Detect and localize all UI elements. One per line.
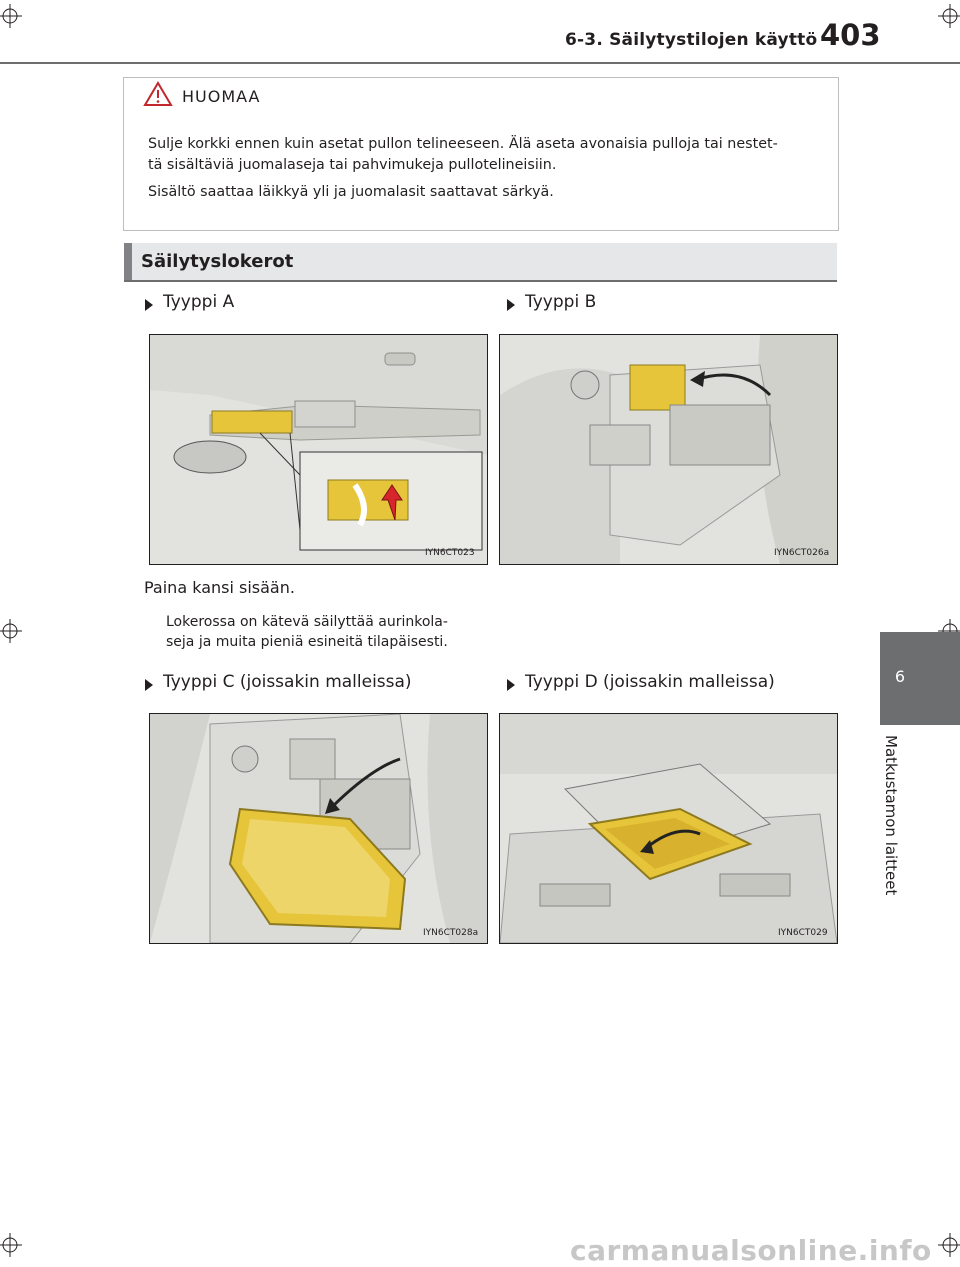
caution-line-1: Sulje korkki ennen kuin asetat pullon telineeseen. Älä aseta avonaisia pulloja tai nestet- (148, 136, 778, 152)
type-a-note-line-1: Lokerossa on kätevä säilyttää aurinkola- (166, 614, 448, 630)
figure-code-d: IYN6CT029 (778, 928, 828, 938)
type-c-label: Tyyppi C (joissakin malleissa) (163, 672, 412, 692)
figure-code-c: IYN6CT028a (423, 928, 479, 938)
type-a-note-line-2: seja ja muita pieniä esineitä tilapäisesti. (166, 634, 448, 650)
bullet-triangle-icon (145, 679, 153, 691)
section-heading-accent (124, 243, 132, 280)
type-d-label: Tyyppi D (joissakin malleissa) (525, 672, 775, 692)
figure-type-d (499, 713, 838, 944)
illustration-center-console-c (150, 714, 487, 943)
figure-type-a (149, 334, 488, 565)
section-heading-rule (124, 280, 837, 282)
section-header-title: 6-3. Säilytystilojen käyttö (565, 30, 818, 50)
watermark: carmanualsonline.info (570, 1234, 932, 1267)
type-a-instruction: Paina kansi sisään. (144, 578, 295, 597)
chapter-label: Matkustamon laitteet (882, 735, 900, 896)
illustration-center-console-b (500, 335, 837, 564)
bullet-triangle-icon (507, 299, 515, 311)
figure-code-b: IYN6CT026a (774, 548, 830, 558)
warning-triangle-icon (143, 81, 173, 107)
figure-type-c (149, 713, 488, 944)
illustration-overhead-console (150, 335, 487, 564)
figure-type-b (499, 334, 838, 565)
caution-title: HUOMAA (182, 87, 261, 106)
caution-line-2: tä sisältäviä juomalaseja tai pahvimukeja pullotelineisiin. (148, 157, 557, 173)
bullet-triangle-icon (507, 679, 515, 691)
type-a-label: Tyyppi A (163, 292, 235, 312)
illustration-dashboard-d (500, 714, 837, 943)
page-number: 403 (820, 18, 881, 52)
chapter-number: 6 (894, 667, 906, 686)
header-rule (0, 62, 960, 64)
section-heading: Säilytyslokerot (141, 251, 294, 272)
caution-line-3: Sisältö saattaa läikkyä yli ja juomalasit saattavat särkyä. (148, 184, 554, 200)
type-b-label: Tyyppi B (525, 292, 597, 312)
figure-code-a: IYN6CT023 (425, 548, 475, 558)
bullet-triangle-icon (145, 299, 153, 311)
